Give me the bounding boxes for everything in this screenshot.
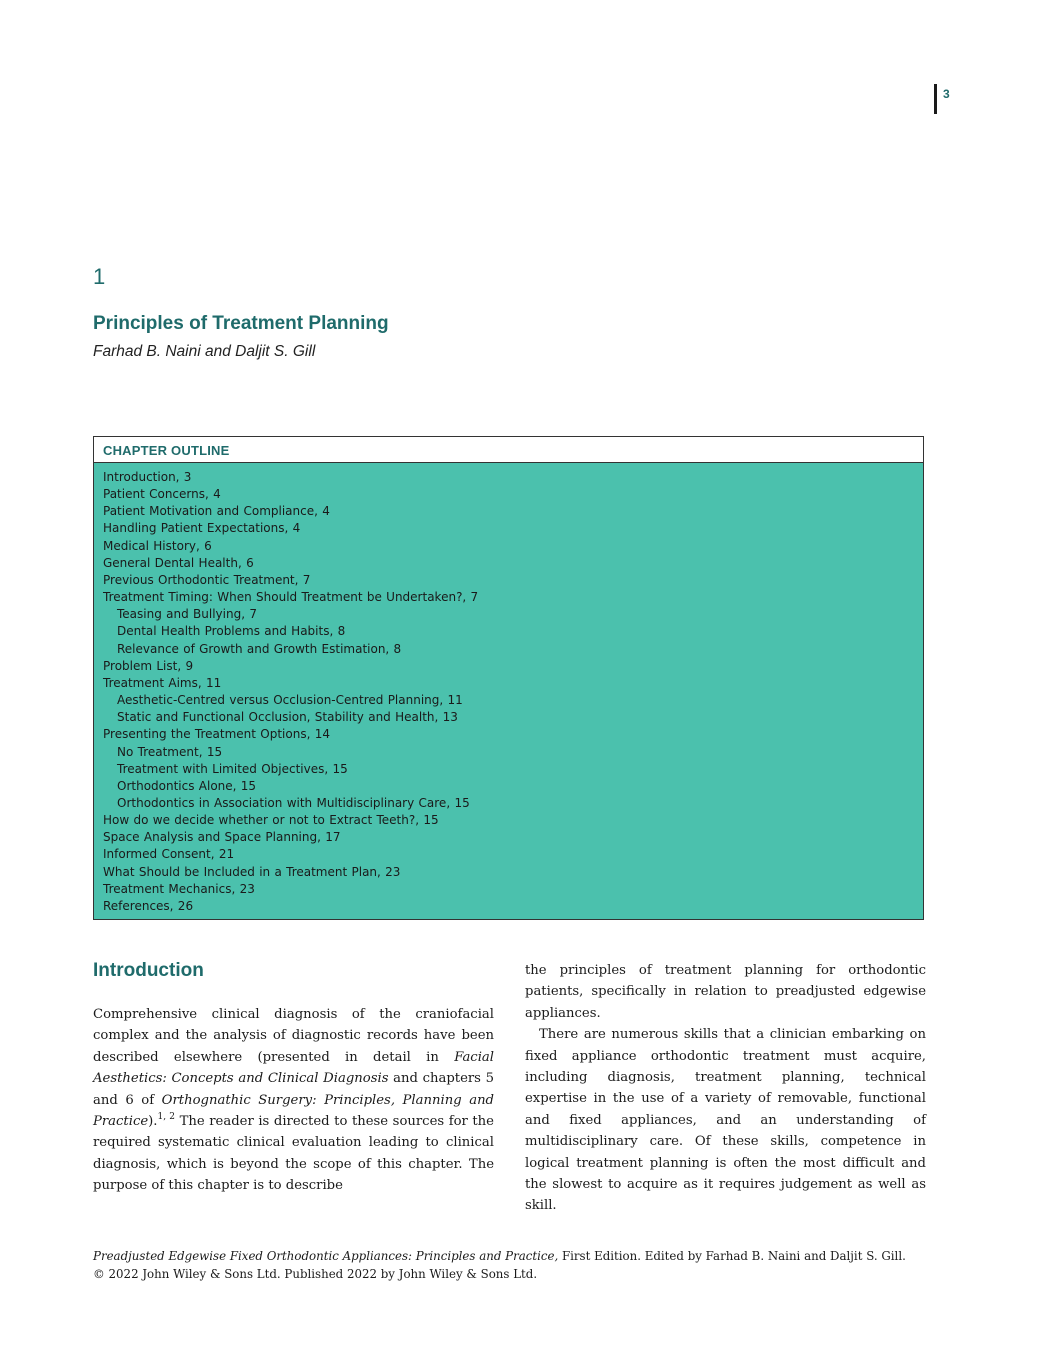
- introduction-paragraph-2: There are numerous skills that a clinician embarking on fixed appliance orthodontic treatment must acquire, including diagnosis, treatment planning, technical expertise in the use of a variety of removable, functional and fixed appliances, and an understanding of multidisciplinary care. Of these skills, competence in logical treatment planning is often the most difficult and the slowest to acquire as it requires judgement as well as skill.: [525, 1027, 926, 1214]
- chapter-outline-list: [94, 463, 923, 915]
- chapter-authors: Farhad B. Naini and Daljit S. Gill: [93, 343, 316, 360]
- outline-item: Orthodontics Alone, 15: [117, 778, 257, 793]
- chapter-outline-heading: CHAPTER OUTLINE: [94, 437, 923, 463]
- outline-item: Teasing and Bullying, 7: [117, 607, 257, 622]
- outline-item: Previous Orthodontic Treatment, 7: [103, 572, 311, 587]
- outline-item: Patient Motivation and Compliance, 4: [103, 504, 330, 519]
- introduction-left-column: [93, 1004, 494, 1197]
- footer-edition: First Edition. Edited by Farhad B. Naini and Daljit S. Gill.: [558, 1249, 906, 1263]
- outline-item: Patient Concerns, 4: [103, 487, 221, 502]
- outline-item: Problem List, 9: [103, 658, 194, 673]
- outline-item: How do we decide whether or not to Extract Teeth?, 15: [103, 813, 439, 828]
- outline-item: Medical History, 6: [103, 538, 212, 553]
- outline-item: Orthodontics in Association with Multidisciplinary Care, 15: [117, 795, 470, 810]
- body-text: Comprehensive clinical diagnosis of the craniofacial complex and the analysis of diagnostic records have been described elsewhere (presented in detail in: [93, 1007, 494, 1065]
- outline-item: What Should be Included in a Treatment Plan, 23: [103, 864, 401, 879]
- cited-book-title: Facial Aesthetics: Concepts and Clinical Diagnosis: [93, 1049, 494, 1087]
- outline-item: Treatment Mechanics, 23: [103, 881, 255, 896]
- outline-item: Dental Health Problems and Habits, 8: [117, 624, 346, 639]
- outline-item: Space Analysis and Space Planning, 17: [103, 830, 341, 845]
- outline-item: References, 26: [103, 898, 194, 913]
- outline-item: Presenting the Treatment Options, 14: [103, 727, 330, 742]
- outline-item: Informed Consent, 21: [103, 847, 235, 862]
- outline-item: Static and Functional Occlusion, Stability and Health, 13: [117, 710, 458, 725]
- introduction-heading: Introduction: [93, 960, 204, 981]
- cited-book-title: Orthognathic Surgery: Principles, Planning and Practice: [93, 1092, 494, 1130]
- body-text: ).: [148, 1114, 158, 1130]
- chapter-number: 1: [93, 264, 106, 289]
- outline-item: Relevance of Growth and Growth Estimation, 8: [117, 641, 402, 656]
- outline-item: Aesthetic-Centred versus Occlusion-Centred Planning, 11: [117, 693, 463, 708]
- introduction-paragraph-1: [93, 1004, 494, 1197]
- footer-book-title: Preadjusted Edgewise Fixed Orthodontic Appliances: Principles and Practice,: [93, 1249, 559, 1263]
- page-number-rule: [934, 84, 937, 114]
- body-text: The reader is directed to these sources for the required systematic clinical evaluation leading to clinical diagnosis, which is beyond the scope of this chapter. The purpose of this chapter is to describe: [93, 1114, 494, 1194]
- footer-copyright: © 2022 John Wiley & Sons Ltd. Published 2022 by John Wiley & Sons Ltd.: [93, 1266, 538, 1281]
- page-footer: [93, 1248, 906, 1283]
- page-number: 3: [943, 87, 950, 101]
- outline-item: Treatment Timing: When Should Treatment be Undertaken?, 7: [103, 590, 479, 605]
- outline-item: Treatment with Limited Objectives, 15: [117, 761, 348, 776]
- footer-citation: [93, 1248, 906, 1266]
- outline-item: Treatment Aims, 11: [103, 675, 222, 690]
- outline-item: Introduction, 3: [103, 470, 192, 484]
- chapter-title: Principles of Treatment Planning: [93, 313, 389, 334]
- body-text: and chapters 5 and 6 of: [93, 1071, 495, 1108]
- outline-item: General Dental Health, 6: [103, 555, 254, 570]
- introduction-right-column: [525, 960, 926, 1217]
- introduction-paragraph-1-continued: the principles of treatment planning for orthodontic patients, specifically in relation to preadjusted edgewise appliances.: [525, 963, 926, 1021]
- citation-superscript: 1, 2: [157, 1112, 176, 1123]
- outline-item: No Treatment, 15: [117, 744, 223, 759]
- chapter-outline-box: [93, 436, 924, 920]
- outline-item: Handling Patient Expectations, 4: [103, 521, 301, 536]
